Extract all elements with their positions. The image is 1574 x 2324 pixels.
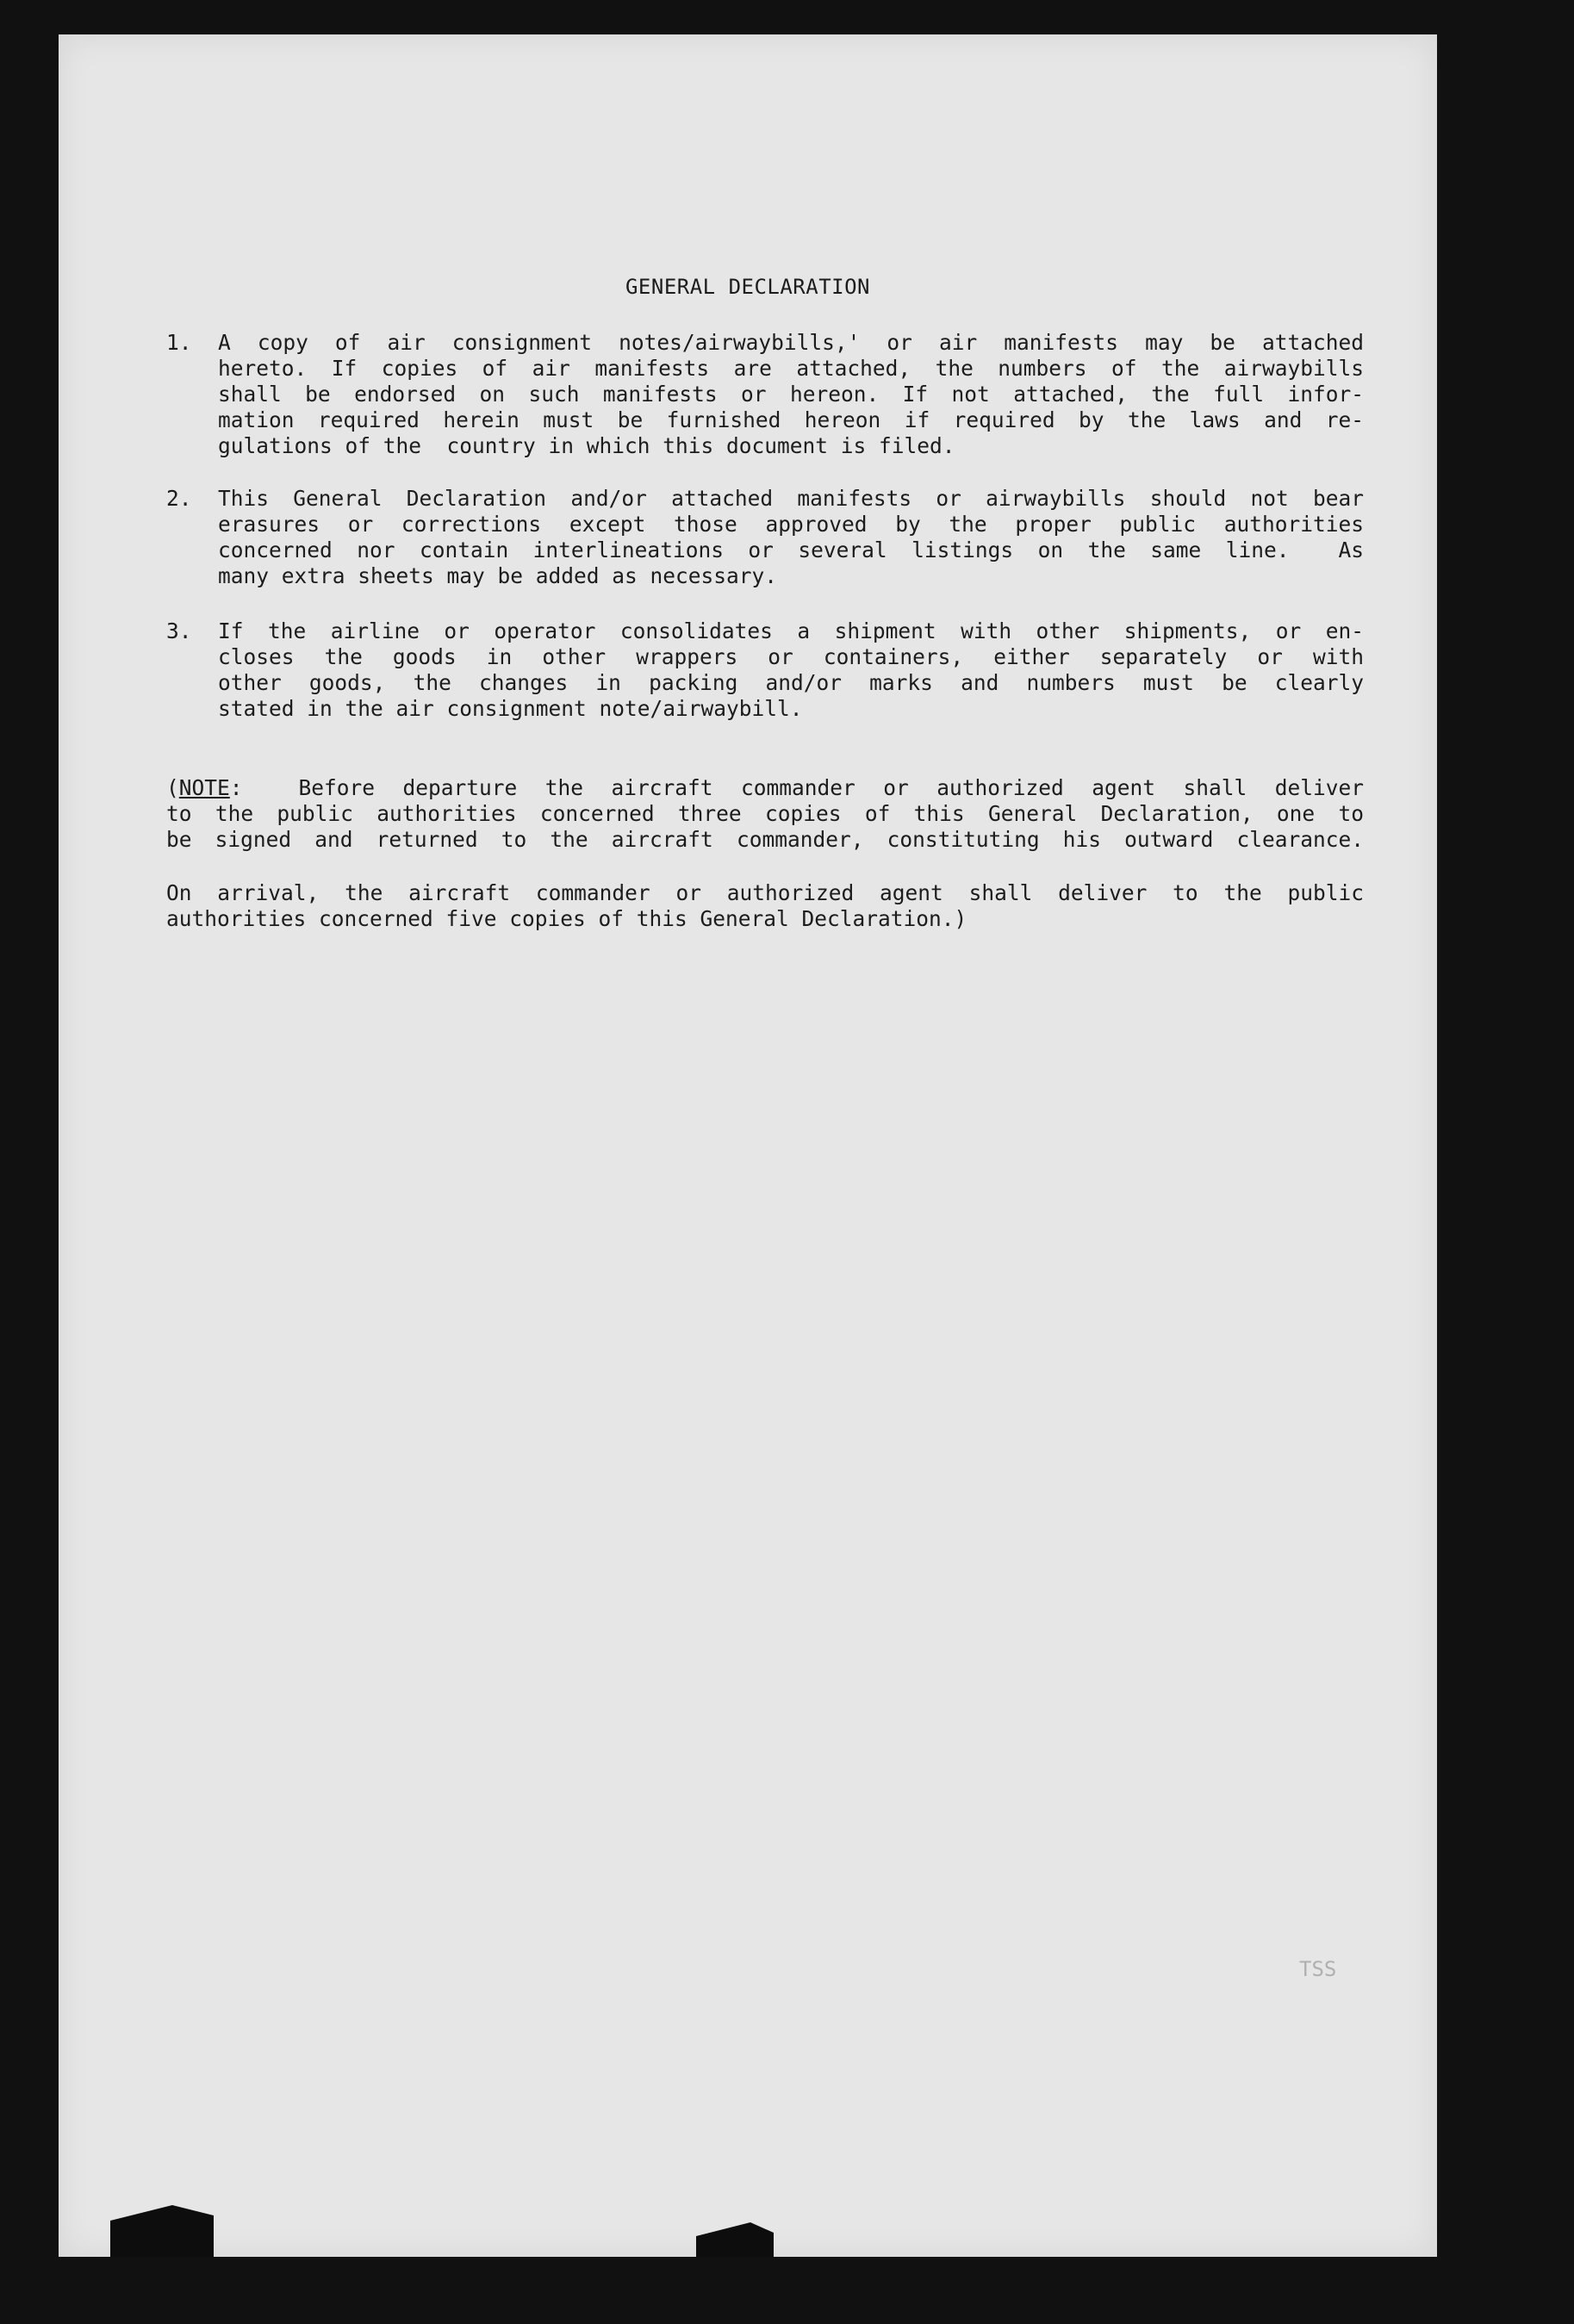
bleed-through-mark: TSS bbox=[1299, 1957, 1337, 1981]
note-line-3: be signed and returned to the aircraft commander, constituting his outward clearance. bbox=[166, 827, 1364, 852]
item-line: concerned nor contain interlineations or several listings on the same line. As bbox=[218, 538, 1364, 562]
item-line: shall be endorsed on such manifests or hereon. If not attached, the full infor- bbox=[218, 382, 1364, 407]
document-page bbox=[59, 34, 1437, 2257]
note-block bbox=[166, 775, 1364, 932]
item-body bbox=[218, 618, 1364, 722]
note-line-1-text: : Before departure the aircraft commander or authorized agent shall deliver bbox=[229, 775, 1364, 800]
note-open-paren: ( bbox=[166, 775, 179, 800]
item-line: stated in the air consignment note/airwaybill. bbox=[218, 696, 803, 721]
note-label: NOTE bbox=[178, 775, 230, 800]
note-line-4: On arrival, the aircraft commander or authorized agent shall deliver to the public bbox=[166, 880, 1364, 905]
item-line: erasures or corrections except those approved by the proper public authorities bbox=[218, 512, 1364, 537]
item-line: hereto. If copies of air manifests are attached, the numbers of the airwaybills bbox=[218, 356, 1364, 381]
note-line-5: authorities concerned five copies of this General Declaration.) bbox=[166, 906, 967, 931]
item-number: 3. bbox=[166, 618, 192, 643]
item-body bbox=[218, 486, 1364, 589]
note-line-2: to the public authorities concerned three copies of this General Declaration, one to bbox=[166, 801, 1364, 826]
item-line: closes the goods in other wrappers or containers, either separately or with bbox=[218, 644, 1364, 669]
document-title: GENERAL DECLARATION bbox=[625, 275, 871, 299]
item-line: mation required herein must be furnished hereon if required by the laws and re- bbox=[218, 407, 1364, 432]
item-number: 2. bbox=[166, 486, 192, 511]
item-line: If the airline or operator consolidates a shipment with other shipments, or en- bbox=[218, 618, 1364, 643]
item-line: A copy of air consignment notes/airwaybills,' or air manifests may be attached bbox=[218, 330, 1364, 355]
scan-smudge-center bbox=[696, 2222, 774, 2257]
item-line: many extra sheets may be added as necessary. bbox=[218, 563, 778, 588]
item-line: This General Declaration and/or attached manifests or airwaybills should not bear bbox=[218, 486, 1364, 511]
item-line: other goods, the changes in packing and/or marks and numbers must be clearly bbox=[218, 670, 1364, 695]
scan-smudge-left bbox=[110, 2205, 214, 2257]
item-body bbox=[218, 330, 1364, 459]
note-line-1 bbox=[166, 775, 1364, 801]
item-number: 1. bbox=[166, 330, 192, 355]
item-line: gulations of the country in which this document is filed. bbox=[218, 433, 955, 458]
